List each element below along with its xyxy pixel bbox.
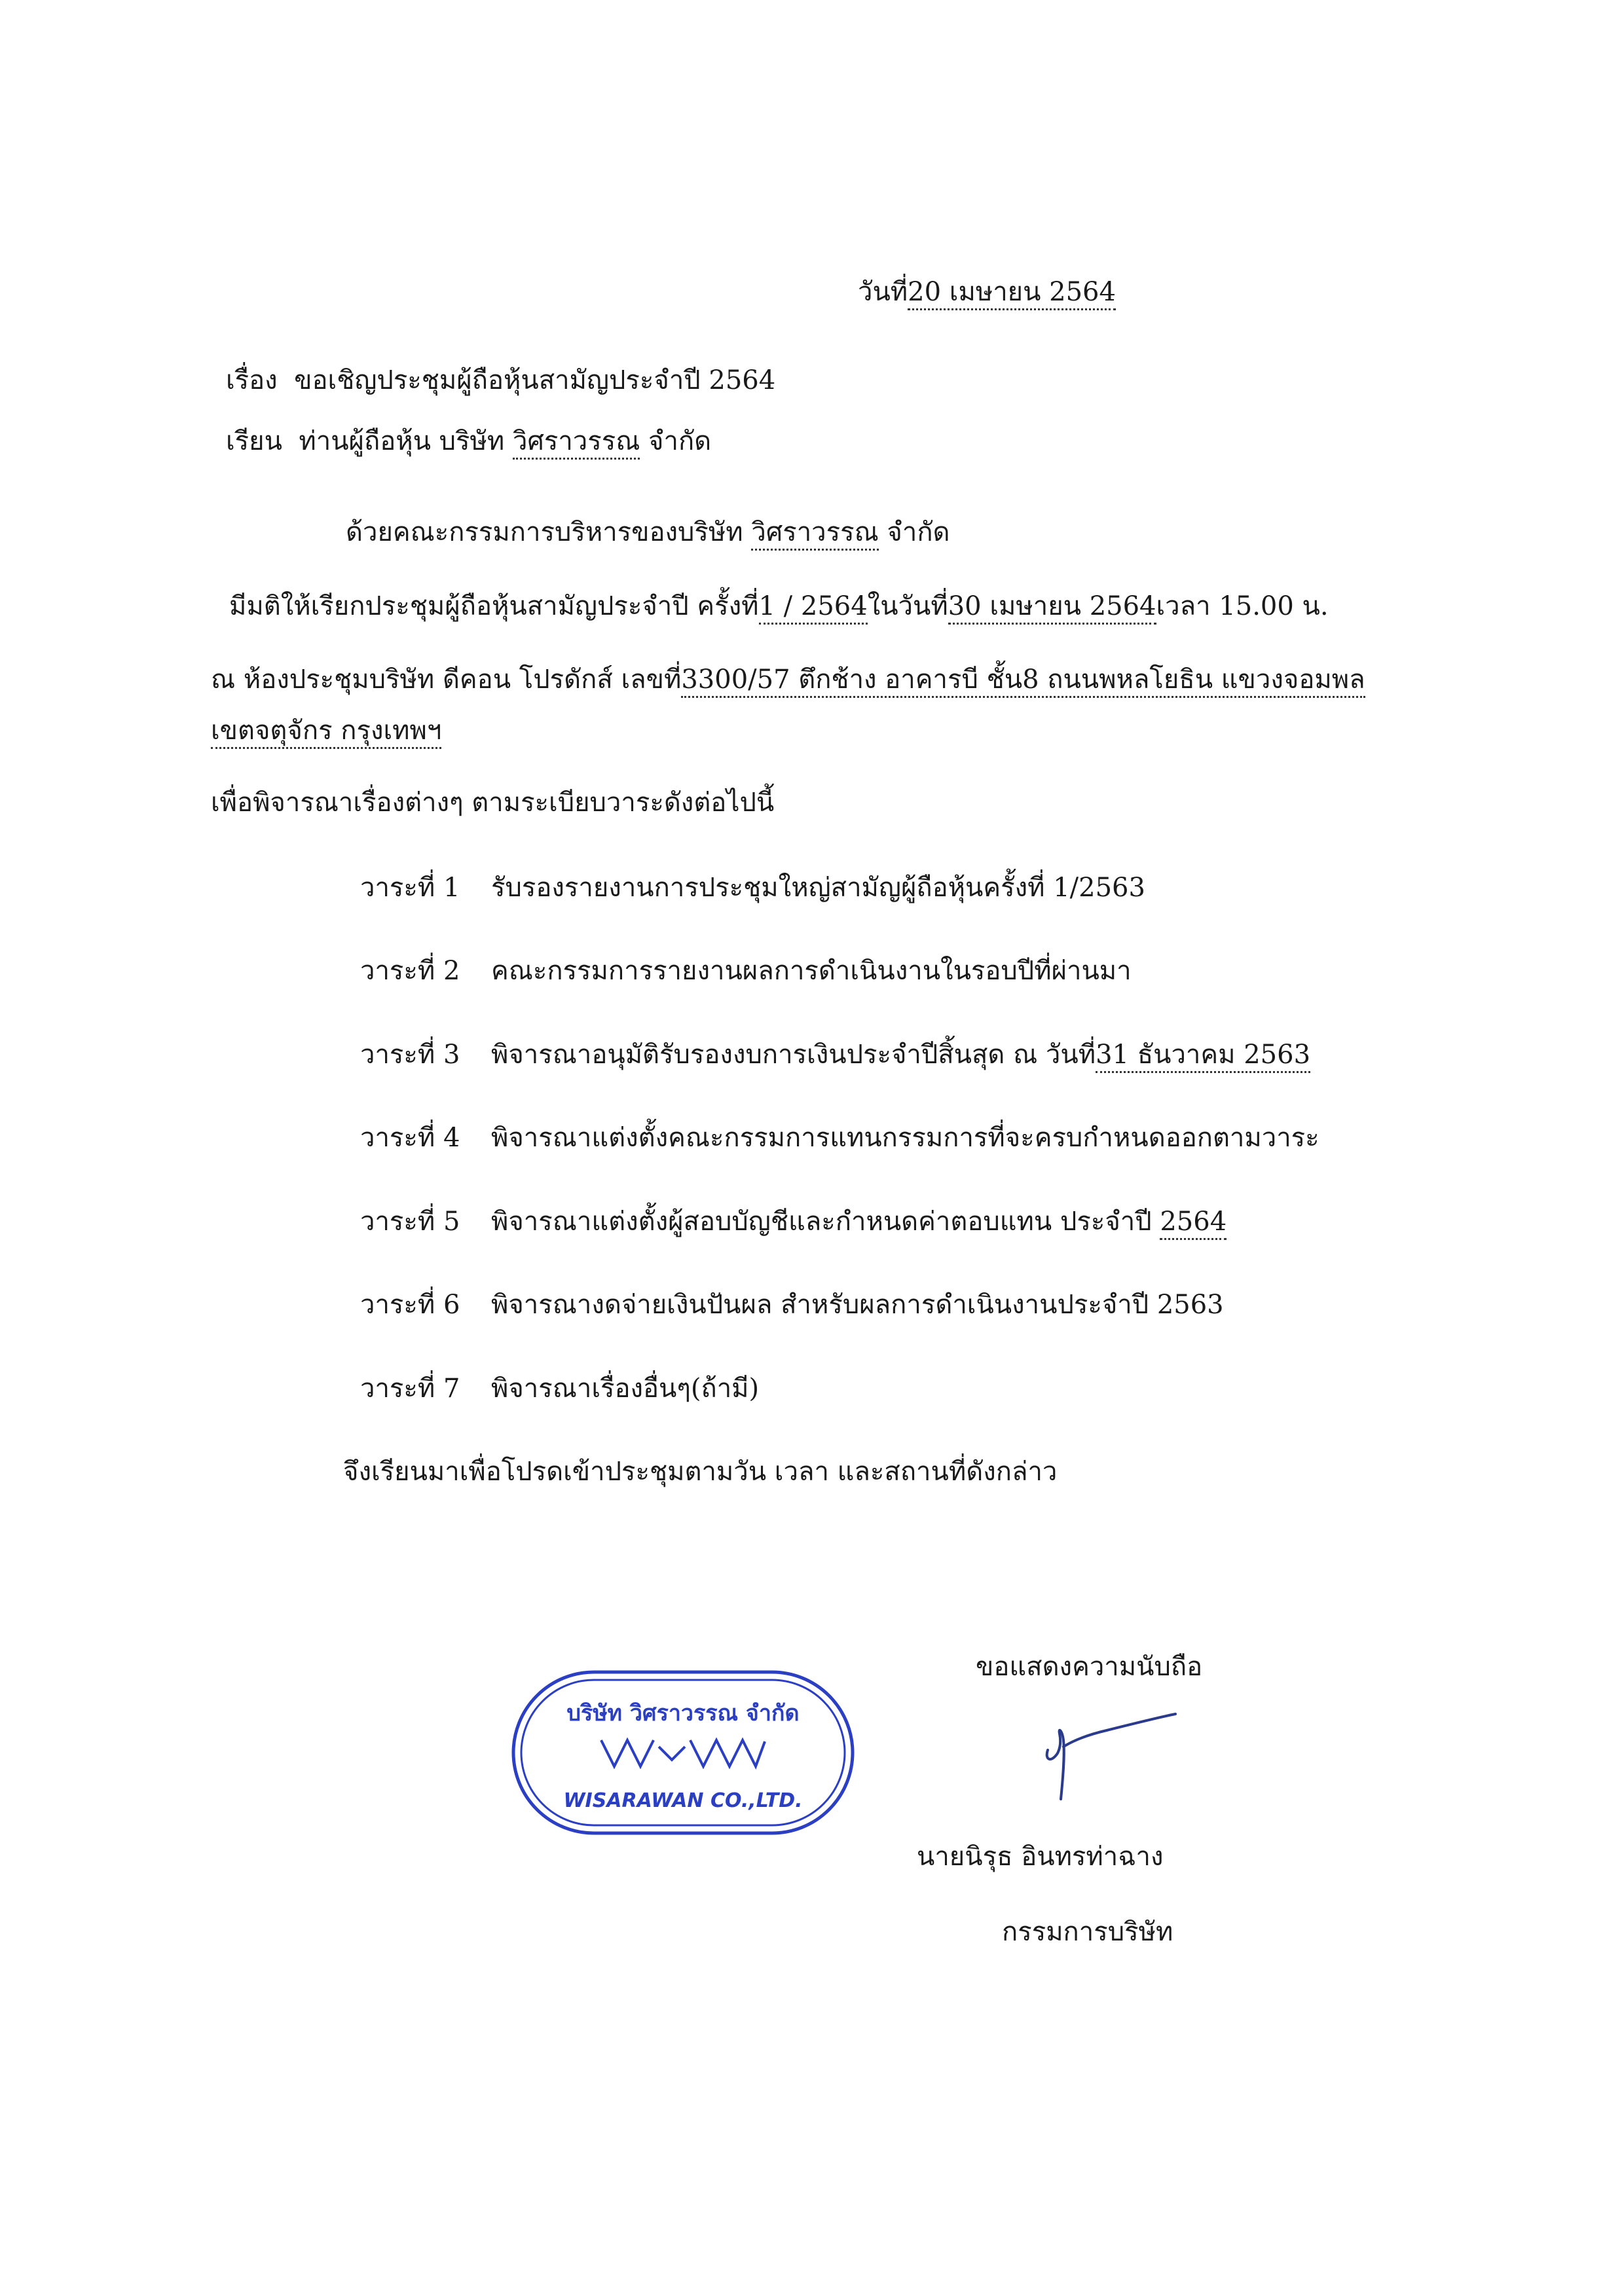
agenda-item-5-year: 2564 (1160, 1207, 1227, 1240)
body-line-1-suffix: จำกัด (887, 517, 950, 547)
stamp-company-thai: บริษัท วิศราวรรณ จำกัด (566, 1700, 800, 1726)
subject-label: เรื่อง (226, 365, 278, 395)
body-line-2-text: มีมติให้เรียกประชุมผู้ถือหุ้นสามัญประจำปี ครั้งที่ (229, 591, 759, 621)
subject-line (226, 363, 775, 397)
signatory-name: นายนิรุธ อินทรท่าฉาง (917, 1842, 1164, 1872)
meeting-session: 1 / 2564 (759, 591, 868, 625)
recipient-company: วิศราวรรณ (513, 426, 640, 460)
agenda-item-7-text (491, 1372, 759, 1406)
agenda-item-5-text (491, 1205, 1227, 1239)
agenda-item-4-label: วาระที่ 4 (360, 1123, 460, 1153)
agenda-item-7-body: พิจารณาเรื่องอื่นๆ(ถ้ามี) (491, 1374, 760, 1404)
company-stamp (509, 1668, 857, 1837)
body-line-1 (346, 515, 950, 549)
meeting-date: 30 เมษายน 2564 (948, 591, 1156, 625)
recipient-label: เรียน (226, 426, 282, 456)
date-line (858, 275, 1116, 309)
stamp-logo-icon (601, 1740, 765, 1766)
agenda-item-6-body: พิจารณางดจ่ายเงินปันผล สำหรับผลการดำเนินงานประจำปี 2563 (491, 1290, 1224, 1320)
agenda-item-3-text (491, 1038, 1310, 1072)
agenda-item-5-body: พิจารณาแต่งตั้งผู้สอบบัญชีและกำหนดค่าตอบแทน ประจำปี (491, 1207, 1152, 1237)
body-line-5 (211, 786, 774, 820)
body-line-4 (211, 714, 441, 748)
stamp-company-english: WISARAWAN CO.,LTD. (563, 1789, 803, 1812)
agenda-item-1-label: วาระที่ 1 (360, 873, 460, 903)
agenda-item-3-date: 31 ธันวาคม 2563 (1096, 1040, 1310, 1073)
agenda-intro: เพื่อพิจารณาเรื่องต่างๆ ตามระเบียบวาระดังต่อไปนี้ (211, 788, 775, 818)
regards: ขอแสดงความนับถือ (976, 1652, 1203, 1682)
agenda-item-6-text (491, 1288, 1224, 1322)
body-line-1-text: ด้วยคณะกรรมการบริหารของบริษัท (346, 517, 743, 547)
recipient-line (226, 424, 711, 458)
meeting-time: เวลา 15.00 น. (1156, 591, 1329, 621)
body-line-2-mid: ในวันที่ (867, 591, 948, 621)
meeting-address-cont: เขตจตุจักร กรุงเทพฯ (211, 716, 441, 749)
agenda-item-3-label: วาระที่ 3 (360, 1040, 460, 1070)
recipient-suffix: จำกัด (648, 426, 712, 456)
agenda-item-7-label: วาระที่ 7 (360, 1374, 460, 1404)
body-line-2 (229, 589, 1329, 623)
closing-line: จึงเรียนมาเพื่อโปรดเข้าประชุมตามวัน เวลา และสถานที่ดังกล่าว (343, 1457, 1058, 1487)
agenda-item-5-label: วาระที่ 5 (360, 1207, 460, 1237)
signatory-position: กรรมการบริษัท (1002, 1917, 1173, 1947)
recipient-text: ท่านผู้ถือหุ้น บริษัท (299, 426, 505, 456)
agenda-item-2-body: คณะกรรมการรายงานผลการดำเนินงานในรอบปีที่ผ่านมา (491, 956, 1132, 986)
body-line-3-text: ณ ห้องประชุมบริษัท ดีคอน โปรดักส์ เลขที่ (211, 665, 682, 695)
agenda-item-2-text (491, 954, 1132, 988)
agenda-item-2-label: วาระที่ 2 (360, 956, 460, 986)
agenda-item-6-label: วาระที่ 6 (360, 1290, 460, 1320)
agenda-item-3-body: พิจารณาอนุมัติรับรองงบการเงินประจำปีสิ้นสุด ณ วันที่ (491, 1040, 1096, 1070)
meeting-address: 3300/57 ตึกช้าง อาคารบี ชั้น8 ถนนพหลโยธิน แขวงจอมพล (681, 665, 1365, 698)
agenda-item-1-text (491, 871, 1145, 905)
body-line-3 (211, 663, 1365, 697)
agenda-item-4-body: พิจารณาแต่งตั้งคณะกรรมการแทนกรรมการที่จะครบกำหนดออกตามวาระ (491, 1123, 1320, 1153)
signature (1022, 1688, 1185, 1812)
agenda-item-1-body: รับรองรายงานการประชุมใหญ่สามัญผู้ถือหุ้นครั้งที่ 1/2563 (491, 873, 1145, 903)
body-line-1-company: วิศราวรรณ (751, 517, 878, 551)
subject-text: ขอเชิญประชุมผู้ถือหุ้นสามัญประจำปี 2564 (294, 365, 776, 395)
agenda-item-4-text (491, 1121, 1320, 1155)
date-prefix: วันที่ (858, 277, 908, 307)
date-value: 20 เมษายน 2564 (908, 277, 1116, 310)
